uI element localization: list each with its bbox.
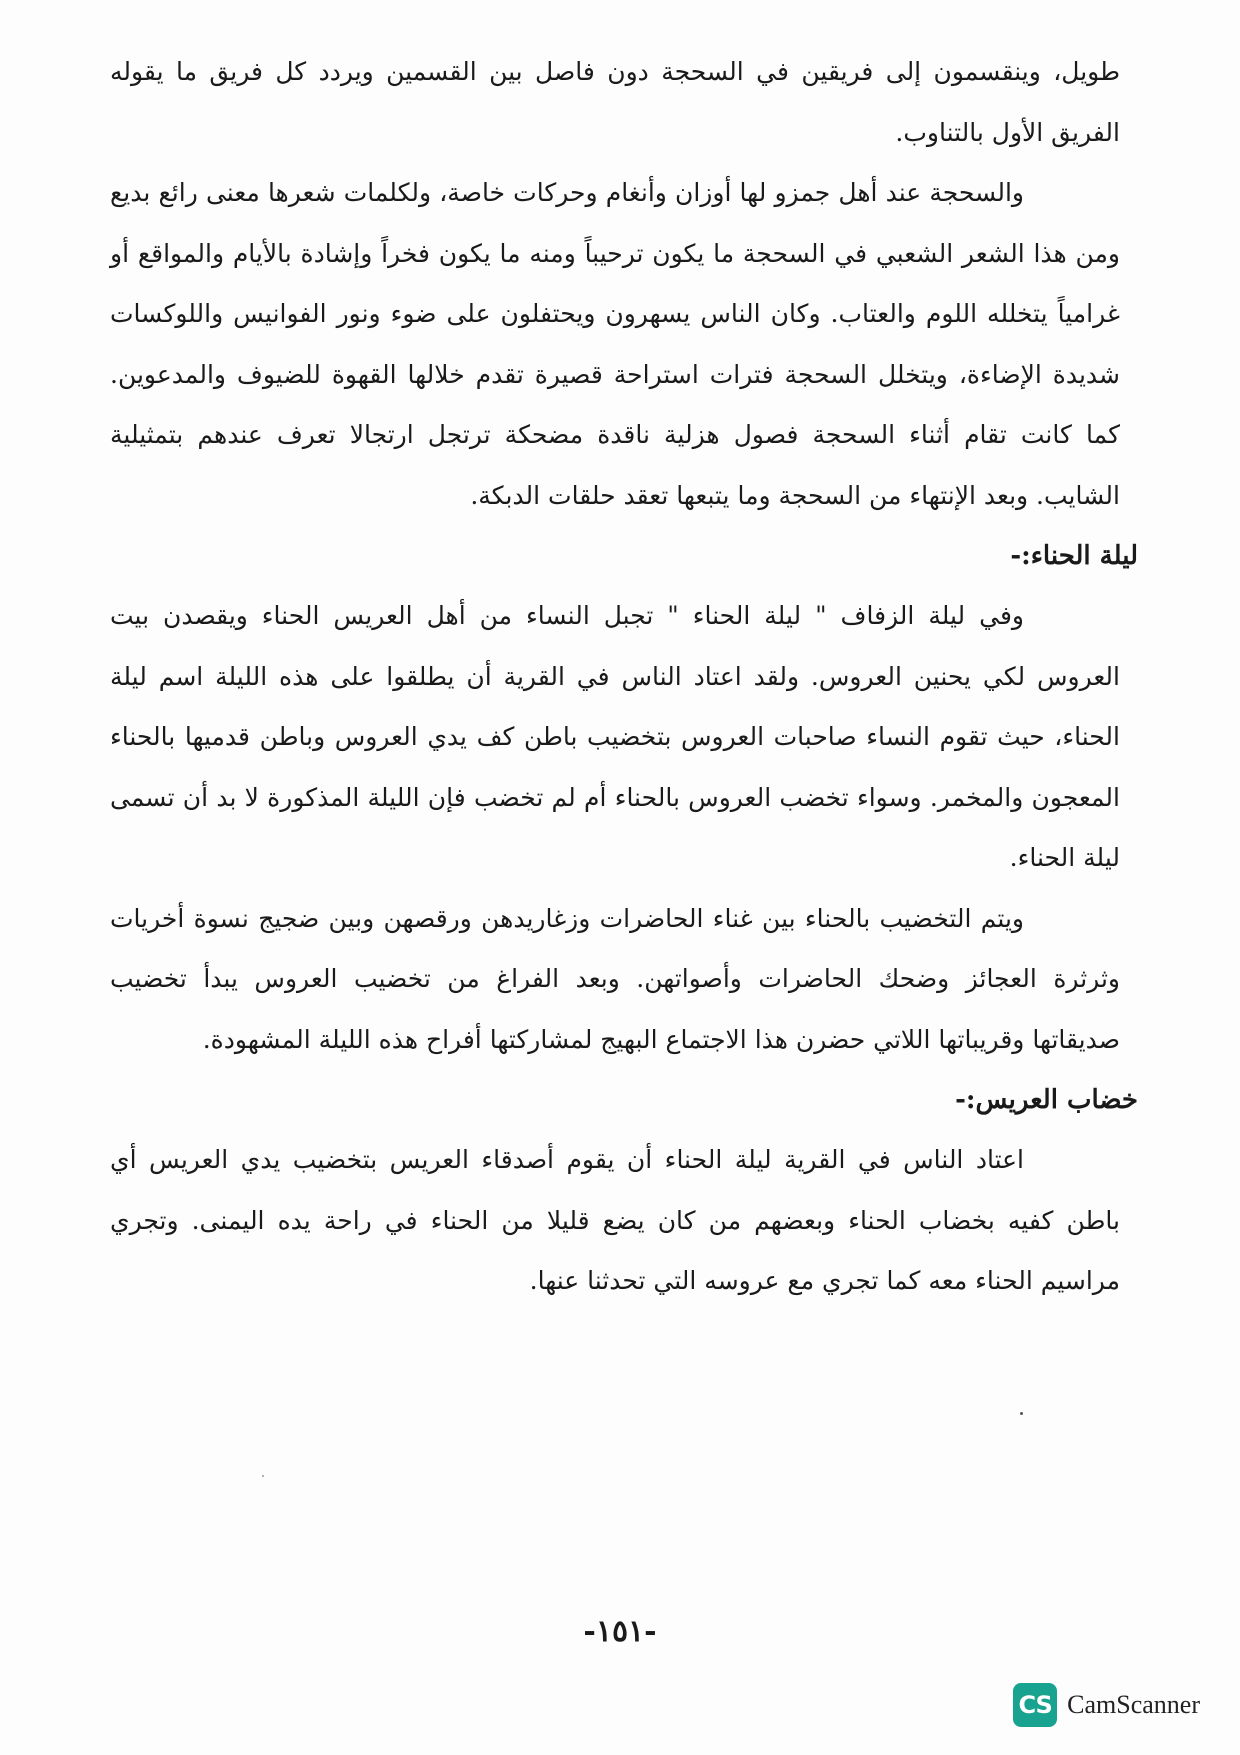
paragraph-5: اعتاد الناس في القرية ليلة الحناء أن يقوم أصدقاء العريس بتخضيب يدي العريس أي باطن كفيه بخضاب الحناء وبعضهم من كان يضع قليلا من الحناء في راحة يده اليمنى. وتجري مراسيم الحناء معه كما تجري مع عروسه التي تحدثنا عنها. (110, 1145, 1120, 1295)
camscanner-logo-icon: CS (1013, 1683, 1057, 1727)
section-heading-groom-henna: خضاب العريس:- (955, 1085, 1138, 1115)
paragraph-1: طويل، وينقسمون إلى فريقين في السحجة دون فاصل بين القسمين ويردد كل فريق ما يقوله الفريق الأول بالتناوب. (110, 57, 1120, 147)
page-number: -١٥١- (583, 1614, 657, 1649)
scan-speck (1020, 1412, 1023, 1415)
paragraph-4: ويتم التخضيب بالحناء بين غناء الحاضرات وزغاريدهن ورقصهن وبين ضجيج نسوة أخريات وثرثرة العجائز وضحك الحاضرات وأصواتهن. وبعد الفراغ من تخضيب العروس يبدأ تخضيب صديقاتها وقريباتها اللاتي حضرن هذا الاجتماع البهيج لمشاركتها أفراح هذه الليلة المشهودة. (110, 903, 1120, 1054)
paragraph-3: وفي ليلة الزفاف " ليلة الحناء " تجبل النساء من أهل العريس الحناء ويقصدن بيت العروس لكي يحنين العروس. ولقد اعتاد الناس في القرية أن يطلقوا على هذه الليلة اسم ليلة الحناء، حيث تقوم النساء صاحبات العروس بتخضيب باطن كف يدي العروس وباطن قدميها بالحناء المعجون والمخمر. وسواء تخضب العروس بالحناء أم لم تخضب فإن الليلة المذكورة لا بد أن تسمى ليلة الحناء. (110, 601, 1120, 872)
page-body (110, 42, 1138, 1312)
paragraph-2: والسحجة عند أهل جمزو لها أوزان وأنغام وحركات خاصة، ولكلمات شعرها معنى رائع بديع ومن هذا الشعر الشعبي في السحجة ما يكون ترحيباً ومنه ما يكون فخراً وإشادة بالأيام والمواقع أو غرامياً يتخلله اللوم والعتاب. وكان الناس يسهرون ويحتفلون على ضوء ونور الفوانيس واللوكسات شديدة الإضاءة، ويتخلل السحجة فترات استراحة قصيرة تقدم خلالها القهوة للضيوف والمدعوين. كما كانت تقام أثناء السحجة فصول هزلية ناقدة مضحكة ترتجل ارتجالا تعرف عندهم بتمثيلية الشايب. وبعد الإنتهاء من السحجة وما يتبعها تعقد حلقات الدبكة. (110, 178, 1120, 510)
camscanner-brand-text: CamScanner (1067, 1690, 1200, 1719)
section-heading-henna-night: ليلة الحناء:- (1010, 541, 1138, 571)
camscanner-watermark (1013, 1683, 1200, 1727)
scan-speck (262, 1475, 264, 1477)
